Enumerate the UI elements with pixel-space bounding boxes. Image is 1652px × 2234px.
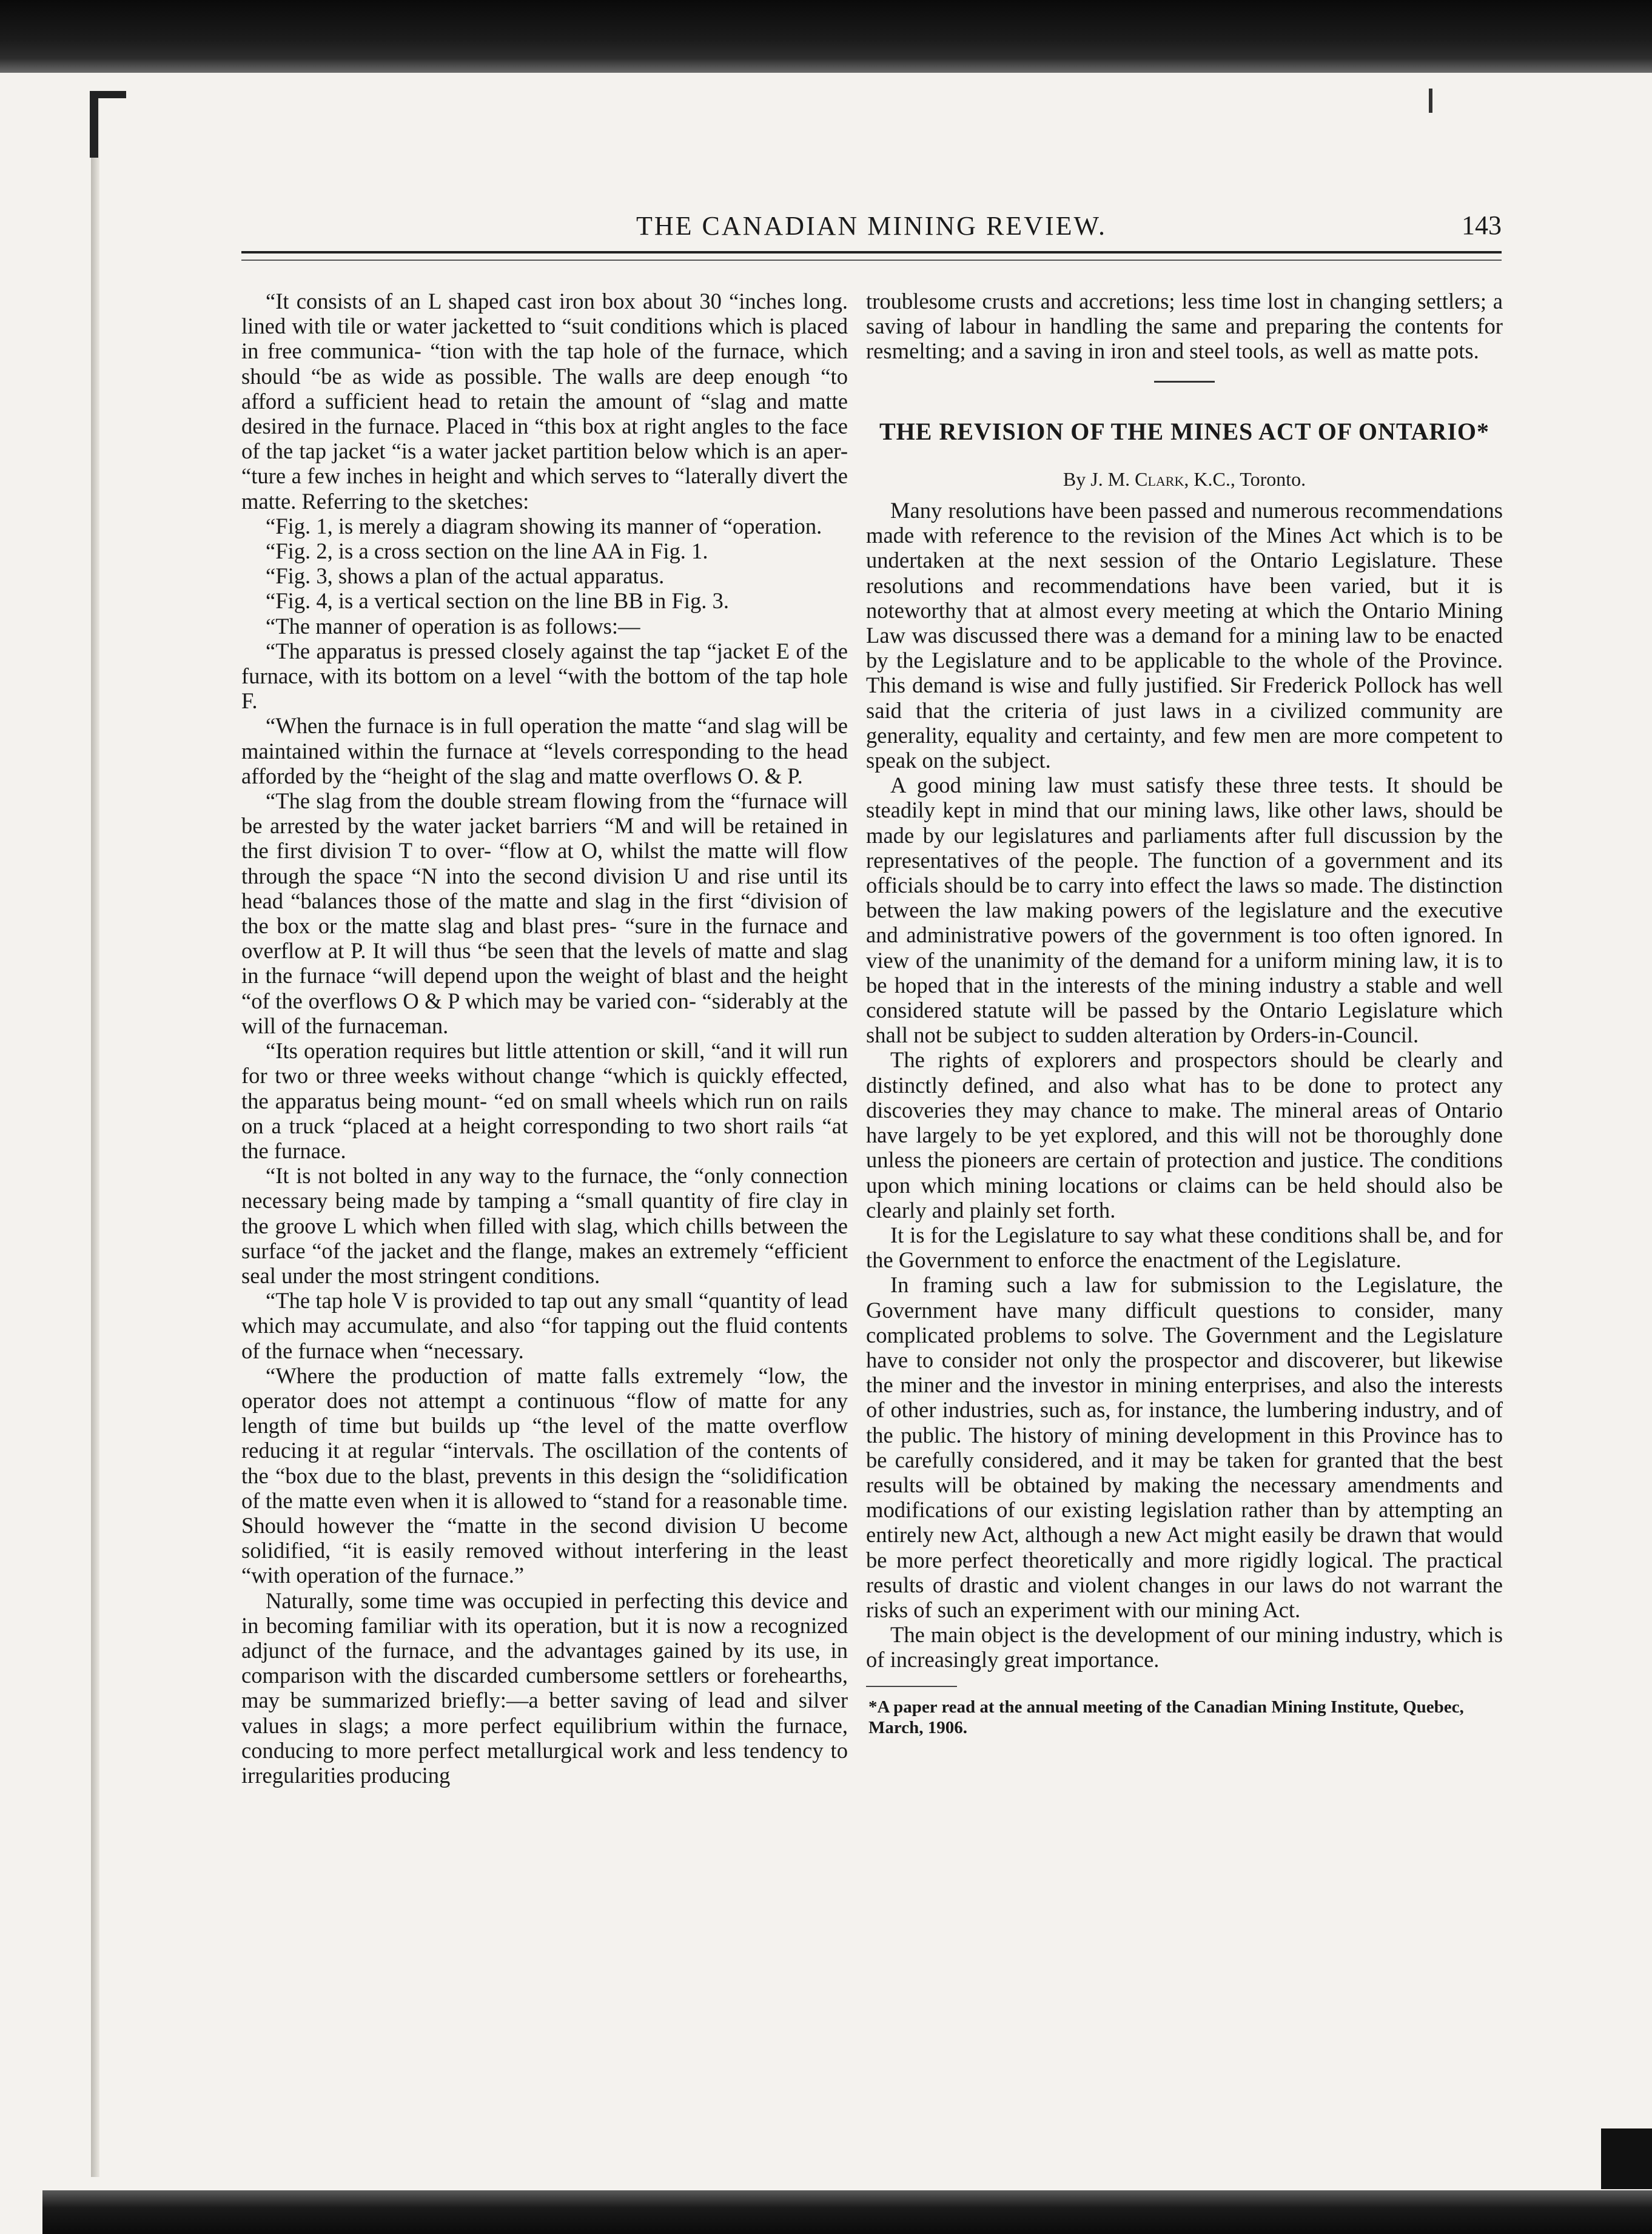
right-column (866, 289, 1503, 1738)
paragraph: “Where the production of matte falls extremely “low, the operator does not attempt a continuous “flow of matte for any length of time but builds up “the level of the matte overflow reducing it at regular “intervals. The oscillation of the contents of the “box due to the blast, prevents in this design the “solidification of the matte even when it is allowed to “stand for a reasonable time. Should however the “matte in the second division U become solidified, “it is easily removed without interfering in the least “with operation of the furnace.” (241, 1363, 848, 1588)
page-number: 143 (1462, 210, 1502, 240)
paragraph: “Its operation requires but little attention or skill, “and it will run for two or three weeks without change “which is quickly effected, the apparatus being mount- “ed on small wheels which run on rails on a truck “placed at a height corresponding to two short rails “at the furnace. (241, 1038, 848, 1163)
byline (866, 467, 1503, 492)
paragraph: “Fig. 4, is a vertical section on the line BB in Fig. 3. (266, 588, 729, 614)
paragraph: Many resolutions have been passed and numerous recommendations made with reference to the revision of the Mines Act which is to be undertaken at the next session of the Ontario Legislature. These resolutions and recommendations have been varied, but it is noteworthy that at almost every meeting at which the Ontario Mining Law was discussed there was a demand for a mining law to be enacted by the Legislature and to be applicable to the whole of the Province. This demand is wise and fully justified. Sir Frederick Pollock has well said that the criteria of just laws in a civilized community are generality, equality and certainty, and few men are more competent to speak on the subject. (866, 498, 1503, 773)
footnote-rule (866, 1686, 957, 1687)
scan-border-bottom (42, 2190, 1652, 2234)
paragraph: The main object is the development of our mining industry, which is of increasingly great importance. (866, 1622, 1503, 1672)
scan-corner-mark (1601, 2128, 1652, 2189)
paragraph: “Fig. 2, is a cross section on the line AA in Fig. 1. (266, 538, 708, 564)
byline-suffix: , K.C., Toronto. (1184, 468, 1306, 490)
scan-border-top (0, 0, 1652, 73)
scan-edge-left (91, 91, 99, 2177)
scan-mark (1429, 89, 1432, 113)
header-rule-thin (241, 260, 1502, 261)
article-title: THE REVISION OF THE MINES ACT OF ONTARIO* (879, 417, 1489, 445)
paragraph: “The manner of operation is as follows:— (266, 613, 640, 639)
paragraph: A good mining law must satisfy these three tests. It should be steadily kept in mind that our mining laws, like other laws, should be made by our legislatures and parliaments after full discussion by the representatives of the people. The function of a government and its officials should be to carry into effect the laws so made. The distinction between the law making powers of the legislature and the executive and administrative powers of the government is too often ignored. In view of the unanimity of the demand for a uniform mining law, it is to be hoped that in the interests of the mining industry a stable and well considered statute will be passed by the Ontario Legislature which shall not be subject to sudden alteration by Orders-in-Council. (866, 773, 1503, 1048)
paragraph: “It consists of an L shaped cast iron box about 30 “inches long. lined with tile or water jacketted to “suit conditions which is placed in free communica- “tion with the tap hole of the furnace, which should “be as wide as possible. The walls are deep enough “to afford a sufficient head to retain the amount of “slag and matte desired in the furnace. Placed in “this box at right angles to the face of the tap jacket “is a water jacket partition below which is an aper- “ture a few inches in height and which serves to “laterally divert the matte. Referring to the sketches: (241, 289, 848, 514)
byline-author: Clark (1135, 468, 1184, 490)
page-header (241, 205, 1502, 246)
running-title: THE CANADIAN MINING REVIEW. (636, 210, 1107, 241)
paragraph: The rights of explorers and prospectors should be clearly and distinctly defined, and also what has to be done to protect any discoveries they may chance to make. The mineral areas of Ontario have largely to be yet explored, and this will not be thoroughly done unless the pioneers are certain of protection and justice. The conditions upon which mining locations or claims can be held should also be clearly and plainly set forth. (866, 1047, 1503, 1223)
scan-edge-hook (90, 91, 126, 158)
header-rule (241, 251, 1502, 253)
paragraph: It is for the Legislature to say what these conditions shall be, and for the Government to enforce the enactment of the Legislature. (866, 1222, 1503, 1273)
paragraph: “Fig. 3, shows a plan of the actual apparatus. (266, 563, 665, 589)
paragraph: “It is not bolted in any way to the furnace, the “only connection necessary being made by tamping a “small quantity of fire clay in the groove L which when filled with slag, which chills between the surface “of the jacket and the flange, makes an extremely “efficient seal under the most stringent conditions. (241, 1163, 848, 1288)
continued-paragraph: troublesome crusts and accretions; less time lost in changing settlers; a saving of labour in handling the same and preparing the contents for resmelting; and a saving in iron and steel tools, as well as matte pots. (866, 289, 1503, 364)
paragraph: In framing such a law for submission to the Legislature, the Government have many difficult questions to consider, many complicated problems to solve. The Government and the Legislature have to consider not only the prospector and discoverer, but likewise the miner and the investor in mining enterprises, and also the interests of other industries, such as, for instance, the lumbering industry, and of the public. The history of mining development in this Province has to be carefully considered, and it may be taken for granted that the best results will be obtained by making the necessary amendments and modifications of our existing legislation rather than by attempting an entirely new Act, although a new Act might easily be drawn that would be more perfect theoretically and more rigidly logical. The practical results of drastic and violent changes in our laws do not warrant the risks of such an experiment with our mining Act. (866, 1272, 1503, 1622)
paragraph: “When the furnace is in full operation the matte “and slag will be maintained within the furnace at “levels corresponding to the head afforded by the “height of the slag and matte overflows O. & P. (241, 713, 848, 788)
left-column (241, 289, 848, 1788)
paragraph: “The tap hole V is provided to tap out any small “quantity of lead which may accumulate, and also “for tapping out the fluid contents of the furnace when “necessary. (241, 1288, 848, 1363)
footnote: *A paper read at the annual meeting of the Canadian Mining Institute, Quebec, March, 1906. (868, 1697, 1464, 1737)
paragraph: “Fig. 1, is merely a diagram showing its manner of “operation. (266, 513, 822, 538)
section-divider (1154, 381, 1215, 383)
paragraph: “The slag from the double stream flowing from the “furnace will be arrested by the water jacket barriers “M and will be retained in the first division T to over- “flow at O, whilst the matte will flow through the space “N into the second division U and rise until its head “balances those of the matte and slag in the first “division of the box or the matte slag and blast pres- “sure in the furnace and overflow at P. It will thus “be seen that the levels of matte and slag in the furnace “will depend upon the weight of blast and the height “of the overflows O & P which may be varied con- “siderably at the will of the furnaceman. (241, 788, 848, 1038)
paragraph: “The apparatus is pressed closely against the tap “jacket E of the furnace, with its bottom on a level “with the bottom of the tap hole F. (241, 638, 848, 714)
byline-prefix: By J. M. (1063, 468, 1135, 490)
paragraph: Naturally, some time was occupied in perfecting this device and in becoming familiar with its operation, but it is now a recognized adjunct of the furnace, and the advantages gained by its use, in comparison with the discarded cumbersome settlers or forehearths, may be summarized briefly:—a better saving of lead and silver values in slags; a more perfect equilibrium within the furnace, conducing to more perfect metallurgical work and less tendency to irregularities producing (241, 1588, 848, 1788)
